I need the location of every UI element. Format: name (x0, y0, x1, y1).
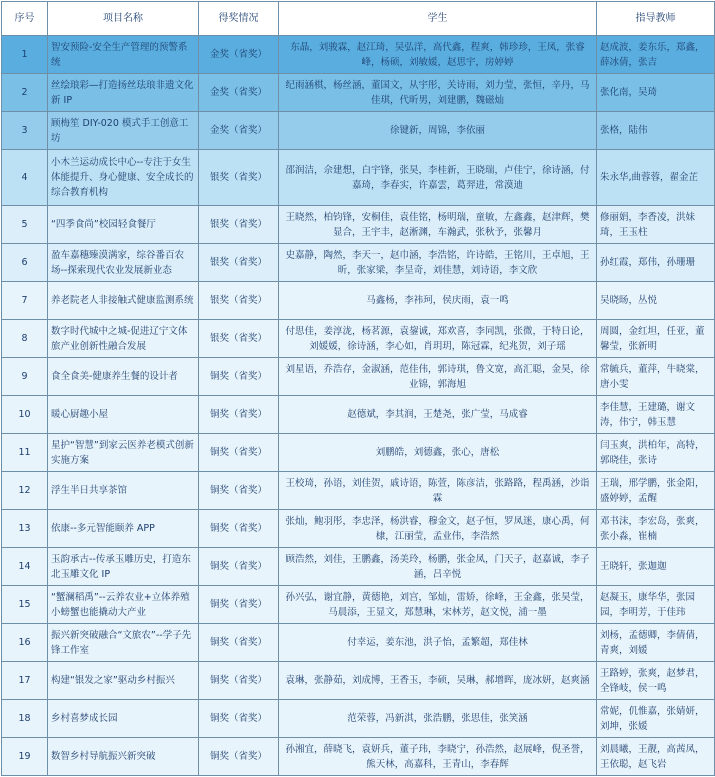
cell-num: 14 (2, 548, 48, 586)
cell-award-status: 银奖（省奖） (199, 150, 279, 206)
cell-award-status: 铜奖（省奖） (199, 548, 279, 586)
cell-students: 史嘉静，陶然，李天一，赵巾涵，李浩铭，许诗皓，王铭川，王卓旭，王昕，张家梁，李呈奇，刘佳慧，刘诗语，李文欣 (279, 244, 597, 282)
cell-num: 4 (2, 150, 48, 206)
cell-num: 1 (2, 36, 48, 74)
table-row (2, 624, 715, 662)
cell-award-status: 银奖（省奖） (199, 320, 279, 358)
cell-award-status: 铜奖（省奖） (199, 662, 279, 700)
cell-award-status: 金奖（省奖） (199, 112, 279, 150)
cell-num: 9 (2, 358, 48, 396)
cell-students: 纪雨涵棋，杨丝涵，董国文，从宇彤，关诗雨，刘力莹，张恒，辛丹，马佳琪，代昕男，刘建鹏，魏磁灿 (279, 74, 597, 112)
table-row (2, 112, 715, 150)
header-students: 学生 (279, 2, 597, 36)
cell-num: 15 (2, 586, 48, 624)
cell-students: 付幸运，姜东池，洪子怡，孟繁超，郑佳林 (279, 624, 597, 662)
cell-project-name: 暖心厨趣小屋 (48, 396, 199, 434)
cell-num: 3 (2, 112, 48, 150)
cell-num: 5 (2, 206, 48, 244)
cell-students: 徐键新，周锦，李依丽 (279, 112, 597, 150)
header-teachers: 指导教师 (597, 2, 715, 36)
cell-num: 13 (2, 510, 48, 548)
cell-num: 11 (2, 434, 48, 472)
cell-teachers: 张格，陆伟 (597, 112, 715, 150)
cell-num: 17 (2, 662, 48, 700)
table-row (2, 472, 715, 510)
cell-teachers: 刘杨，孟德卿，李倩倩，青爽，刘媛 (597, 624, 715, 662)
cell-num: 16 (2, 624, 48, 662)
cell-num: 12 (2, 472, 48, 510)
cell-teachers: 邓书沫，李宏岛，张爽，张小淼，崔楠 (597, 510, 715, 548)
cell-award-status: 金奖（省奖） (199, 36, 279, 74)
cell-award-status: 铜奖（省奖） (199, 700, 279, 738)
cell-students: 刘星语，乔浩存，金淑涵，范佳伟，郭诗琪，鲁文宽，高汇聪，金昊，徐业锦，郭海旭 (279, 358, 597, 396)
table-row (2, 320, 715, 358)
cell-award-status: 金奖（省奖） (199, 74, 279, 112)
cell-students: 马鑫杨，李祎珂，侯庆雨，袁一鸣 (279, 282, 597, 320)
cell-students: 赵德斌，李其润，王楚尧，张广莹，马成睿 (279, 396, 597, 434)
awards-table (1, 1, 715, 776)
cell-num: 18 (2, 700, 48, 738)
header-project-name: 项目名称 (48, 2, 199, 36)
cell-students: 张灿，鲍羽彤，李忠泽，杨洪睿，穆金文，赵子恒，罗凤迷，康心禹，何棣，江丽莹，孟业伟，李浩然 (279, 510, 597, 548)
cell-award-status: 银奖（省奖） (199, 282, 279, 320)
cell-project-name: 小木兰运动成长中心--专注于女生体能提升、身心健康、安全成长的综合教育机构 (48, 150, 199, 206)
cell-teachers: 王瑞，邢学鹏，张金阳，盛婷婷，孟醒 (597, 472, 715, 510)
cell-teachers: 刘晨曦，王靓，高茜凤，王依聪，赵飞岩 (597, 738, 715, 776)
cell-students: 孙兴弘，谢宜静，黄德艳，刘宫，邹灿，雷娇，徐峰，王金鑫，张昊莹，马晨添，王显文，郑慧琳，宋林芳，赵文悦，浦一墨 (279, 586, 597, 624)
cell-award-status: 铜奖（省奖） (199, 434, 279, 472)
cell-award-status: 铜奖（省奖） (199, 586, 279, 624)
cell-award-status: 铜奖（省奖） (199, 624, 279, 662)
cell-project-name: “四季食尚”校园轻食餐厅 (48, 206, 199, 244)
cell-teachers: 孙红霞，郑伟，孙珊珊 (597, 244, 715, 282)
cell-project-name: 依康--多元智能颐养 APP (48, 510, 199, 548)
cell-project-name: 构建“银发之家”驱动乡村振兴 (48, 662, 199, 700)
cell-project-name: 振兴新突破融合“文旅农”--学子先锋工作室 (48, 624, 199, 662)
cell-students: 顾浩然，刘佳，王鹏鑫，汤美玲，杨鹏，张金凤，门天子，赵嘉诚，李子涵，吕辛悦 (279, 548, 597, 586)
table-row (2, 434, 715, 472)
table-row (2, 244, 715, 282)
cell-students: 刘鹏皓，刘德鑫，张心，唐松 (279, 434, 597, 472)
cell-students: 王校琦，孙语，刘佳贺，戚诗语，陈萱，陈彦洁，张路路，程禹涵，沙诣霖 (279, 472, 597, 510)
table-row (2, 548, 715, 586)
table-row (2, 510, 715, 548)
cell-students: 范荣蓉，冯新淇，张浩鹏，张思佳，张笑涵 (279, 700, 597, 738)
cell-award-status: 铜奖（省奖） (199, 738, 279, 776)
cell-award-status: 铜奖（省奖） (199, 510, 279, 548)
cell-award-status: 铜奖（省奖） (199, 396, 279, 434)
header-row (2, 2, 715, 36)
cell-award-status: 铜奖（省奖） (199, 358, 279, 396)
cell-project-name: 食全食美-健康养生餐的设计者 (48, 358, 199, 396)
cell-project-name: 星护“智慧”到家云医养老模式创新实施方案 (48, 434, 199, 472)
cell-students: 东晶，刘骏霖，赵江琦，吴弘洋，高代鑫，程爽，韩珍珍，王凤，张睿峰，杨硕，刘敏媛，赵思宇，房婷婷 (279, 36, 597, 74)
cell-num: 10 (2, 396, 48, 434)
cell-teachers: 修丽娟，李香凌，洪妹琦，王玉柱 (597, 206, 715, 244)
cell-teachers: 张化南，吴琦 (597, 74, 715, 112)
cell-award-status: 银奖（省奖） (199, 244, 279, 282)
cell-project-name: 智安预险-安全生产管理的预警系统 (48, 36, 199, 74)
cell-teachers: 闫玉爽，洪柏年，高特，郭晓佳，张诗 (597, 434, 715, 472)
table-row (2, 36, 715, 74)
table-row (2, 738, 715, 776)
cell-teachers: 周圆，金红坦，任亚，董馨莹，张新明 (597, 320, 715, 358)
cell-award-status: 银奖（省奖） (199, 206, 279, 244)
cell-students: 付思佳，姜淳泷，杨茗源，袁鋆诚，郑欢喜，李同凯，张微，于特日论，刘媛媛，徐诗涵，李心如，肖玥玥，陈冠霖，纪兆贺，刘子瑶 (279, 320, 597, 358)
cell-students: 邵润洁，佘建想，白宇锋，张昊，李桂新，王晓瑞，卢佳宁，徐诗涵，付嘉琦，李春实，许嘉雲，葛羿进，常漠迪 (279, 150, 597, 206)
cell-teachers: 朱永华,曲蓉蓉，翟金芷 (597, 150, 715, 206)
cell-teachers: 赵成波，姜东乐，郑鑫，薛冰倩，张吉 (597, 36, 715, 74)
header-num: 序号 (2, 2, 48, 36)
table-row (2, 150, 715, 206)
table-row (2, 206, 715, 244)
cell-num: 19 (2, 738, 48, 776)
table-row (2, 396, 715, 434)
cell-teachers: 常妮，仉惟嘉，张婧妍，刘坤，张媛 (597, 700, 715, 738)
cell-teachers: 吴晓旸，丛悦 (597, 282, 715, 320)
cell-project-name: 盈车嘉穗臻漠满家，综谷番百农场--探索现代农业发展新业态 (48, 244, 199, 282)
cell-num: 8 (2, 320, 48, 358)
cell-award-status: 铜奖（省奖） (199, 472, 279, 510)
table-row (2, 700, 715, 738)
cell-project-name: 乡村喜梦成长园 (48, 700, 199, 738)
cell-project-name: 丝绘琅彩—打造扬丝珐琅非遗文化新 IP (48, 74, 199, 112)
cell-students: 王晓然，柏钧锋，安桐佳，袁佳铭，杨明瑞，童敏，左鑫鑫，赵津辉，樊显合，王宇丰，赵淅渊，车瀚武，张秋予，张馨月 (279, 206, 597, 244)
table-row (2, 586, 715, 624)
cell-project-name: “蟹澜稻禹”--云养农业+立体养殖小螃蟹也能撬动大产业 (48, 586, 199, 624)
table-row (2, 282, 715, 320)
cell-num: 2 (2, 74, 48, 112)
header-award-status: 得奖情况 (199, 2, 279, 36)
cell-students: 孙湘宜，薛晓飞，袁妍兵，董子玮，李晓宁，孙浩然，赵展峰，倪圣誉，熊天林，高嘉科，王青山，李春辉 (279, 738, 597, 776)
cell-project-name: 玉韵承古--传承玉雕历史，打造东北玉雕文化 IP (48, 548, 199, 586)
cell-teachers: 常毓兵，董萍，牛晓棠，唐小雯 (597, 358, 715, 396)
cell-num: 6 (2, 244, 48, 282)
table-row (2, 662, 715, 700)
table-row (2, 74, 715, 112)
cell-teachers: 赵凝玉，康华华，张园园，李明芳，于佳玮 (597, 586, 715, 624)
table-body (2, 36, 715, 776)
cell-project-name: 数字时代城中之城-促进辽宁文体旅产业创新性融合发展 (48, 320, 199, 358)
cell-project-name: 数智乡村导航振兴新突破 (48, 738, 199, 776)
table-header (2, 2, 715, 36)
cell-project-name: 养老院老人非接触式健康监测系统 (48, 282, 199, 320)
table-row (2, 358, 715, 396)
cell-num: 7 (2, 282, 48, 320)
cell-project-name: 顾梅笙 DIY-020 模式手工创意工坊 (48, 112, 199, 150)
cell-teachers: 王晓轩，张迦迦 (597, 548, 715, 586)
cell-students: 袁琳，张静茹，刘成博，王香玉，李硕，吴琳，郝增晖，庞冰妍，赵爽涵 (279, 662, 597, 700)
cell-teachers: 王路婷，张爽，赵梦君，全锋岐，侯一鸣 (597, 662, 715, 700)
cell-project-name: 浮生半日共享茶馆 (48, 472, 199, 510)
cell-teachers: 李佳慧，王建璐，谢文涛，伟宁，韩玉慧 (597, 396, 715, 434)
